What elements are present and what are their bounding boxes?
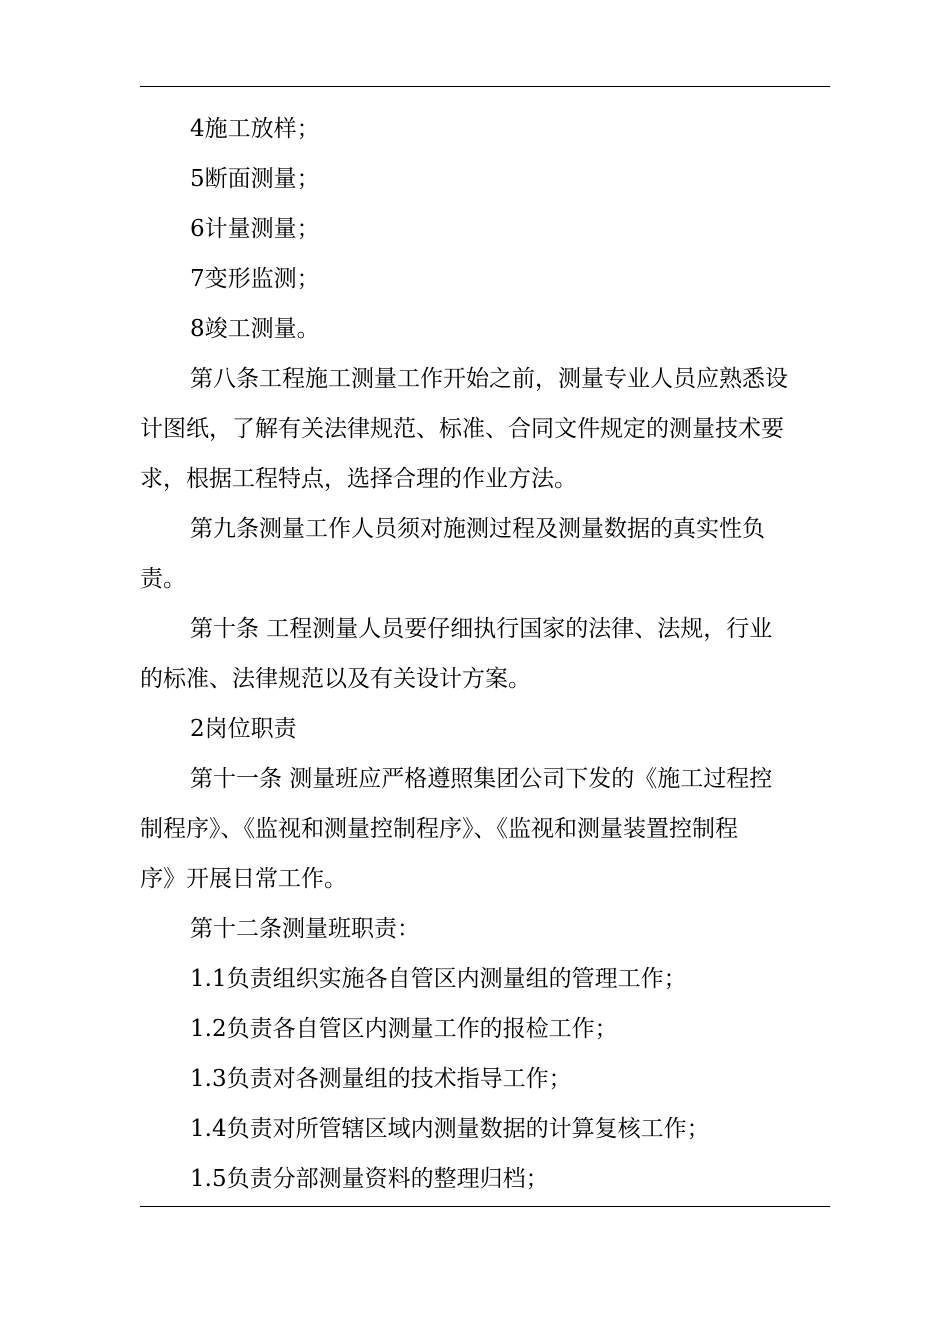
article-9-line-2: 责。 (140, 566, 186, 592)
article-9-line-1: 第九条测量工作人员须对施测过程及测量数据的真实性负 (190, 516, 765, 542)
list-item-6: 6计量测量； (190, 216, 320, 242)
list-item-8: 8竣工测量。 (190, 316, 320, 342)
footer-rule (140, 1206, 830, 1207)
article-10-line-1: 第十条 工程测量人员要仔细执行国家的法律、法规，行业 (190, 616, 773, 642)
article-8-line-2: 计图纸，了解有关法律规范、标准、合同文件规定的测量技术要 (140, 416, 784, 442)
article-8-line-3: 求，根据工程特点，选择合理的作业方法。 (140, 466, 577, 492)
article-11-line-1: 第十一条 测量班应严格遵照集团公司下发的《施工过程控 (190, 766, 773, 792)
article-11-line-2: 制程序》、《监视和测量控制程序》、《监视和测量装置控制程 (140, 816, 738, 842)
article-12: 第十二条测量班职责： (190, 916, 420, 942)
duty-item-1-2: 1.2负责各自管区内测量工作的报检工作； (190, 1016, 618, 1042)
duty-item-1-5: 1.5负责分部测量资料的整理归档； (190, 1166, 549, 1192)
document-body (140, 104, 830, 1204)
header-rule (140, 86, 830, 87)
article-10-line-2: 的标准、法律规范以及有关设计方案。 (140, 666, 531, 692)
article-11 (140, 754, 830, 904)
duty-item-1-1: 1.1负责组织实施各自管区内测量组的管理工作； (190, 966, 687, 992)
list-item-7: 7变形监测； (190, 266, 320, 292)
duty-item-1-3: 1.3负责对各测量组的技术指导工作； (190, 1066, 572, 1092)
article-11-line-3: 序》开展日常工作。 (140, 866, 347, 892)
article-8 (140, 354, 830, 504)
article-10 (140, 604, 830, 704)
article-9 (140, 504, 830, 604)
article-8-line-1: 第八条工程施工测量工作开始之前，测量专业人员应熟悉设 (190, 366, 788, 392)
section-heading-duties: 2岗位职责 (190, 716, 297, 742)
list-item-4: 4施工放样； (190, 116, 320, 142)
list-item-5: 5断面测量； (190, 166, 320, 192)
duty-item-1-4: 1.4负责对所管辖区域内测量数据的计算复核工作； (190, 1116, 710, 1142)
